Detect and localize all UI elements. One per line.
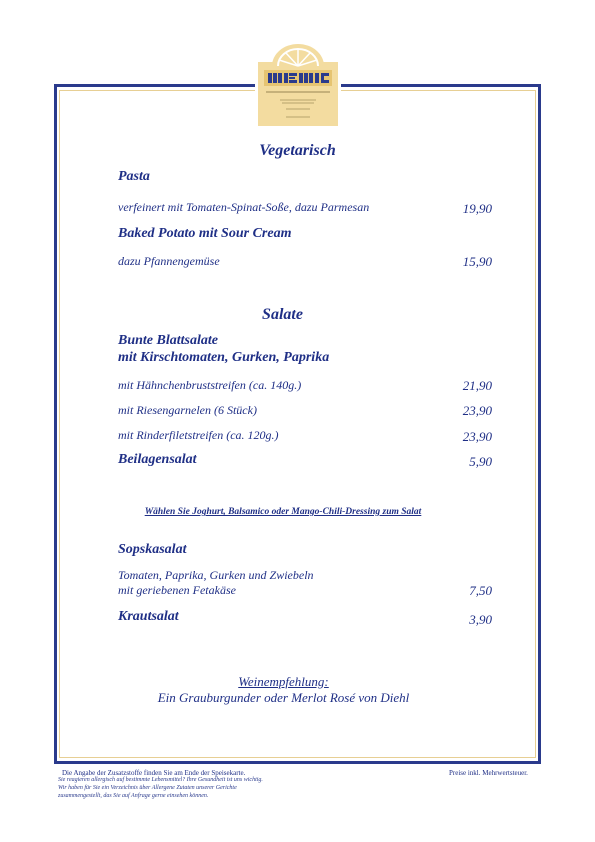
restaurant-logo <box>255 42 341 126</box>
salad-option-prawns-price: 23,90 <box>462 403 492 418</box>
item-name-krautsalat: Krautsalat <box>118 609 179 624</box>
item-desc-sopska-line1: Tomaten, Paprika, Gurken und Zwiebeln <box>118 568 314 582</box>
item-price-side-salad: 5,90 <box>469 454 492 469</box>
item-name-mixed-salad-line2: mit Kirschtomaten, Gurken, Paprika <box>118 350 330 365</box>
footer-allergy-line-2: Wir haben für Sie ein Verzeichnis über Allergene Zutaten unserer Gerichte <box>58 785 237 791</box>
item-price-pasta: 19,90 <box>462 201 492 216</box>
item-price-baked-potato: 15,90 <box>462 254 492 269</box>
section-title-vegetarian: Vegetarisch <box>259 142 336 159</box>
item-price-sopska: 7,50 <box>469 583 492 598</box>
footer-additives-note: Die Angabe der Zusatzstoffe finden Sie am Ende der Speisekarte. <box>62 769 246 777</box>
wine-recommendation: Ein Grauburgunder oder Merlot Rosé von Diehl <box>157 690 410 705</box>
wine-heading: Weinempfehlung: <box>238 674 329 689</box>
item-price-krautsalat: 3,90 <box>469 612 492 627</box>
salad-option-beef: mit Rinderfiletstreifen (ca. 120g.) <box>118 428 279 442</box>
footer-allergy-line-3: zusammengestellt, das Sie auf Anfrage gerne einsehen können. <box>58 793 209 799</box>
item-name-sopska: Sopskasalat <box>118 542 187 557</box>
section-title-salads: Salate <box>262 306 303 323</box>
item-desc-baked-potato: dazu Pfannengemüse <box>118 254 220 268</box>
item-desc-pasta: verfeinert mit Tomaten-Spinat-Soße, dazu Parmesan <box>118 200 370 214</box>
item-name-side-salad: Beilagensalat <box>118 452 197 467</box>
dressing-note: Wählen Sie Joghurt, Balsamico oder Mango-Chili-Dressing zum Salat <box>144 507 422 517</box>
footer-vat-note: Preise inkl. Mehrwertsteuer. <box>449 769 528 777</box>
logo-emblem <box>258 42 338 126</box>
footer-allergy-line-1: Sie reagieren allergisch auf bestimmte Lebensmittel? Ihre Gesundheit ist uns wichtig. <box>58 777 263 783</box>
item-name-mixed-salad-line1: Bunte Blattsalate <box>118 333 218 348</box>
item-desc-sopska-line2: mit geriebenen Fetakäse <box>118 583 236 597</box>
salad-option-beef-price: 23,90 <box>462 429 492 444</box>
item-name-pasta: Pasta <box>118 169 150 184</box>
item-name-baked-potato: Baked Potato mit Sour Cream <box>118 226 292 241</box>
salad-option-chicken: mit Hähnchenbruststreifen (ca. 140g.) <box>118 378 302 392</box>
salad-option-prawns: mit Riesengarnelen (6 Stück) <box>118 403 257 417</box>
salad-option-chicken-price: 21,90 <box>462 378 492 393</box>
menu-frame-inner <box>59 90 536 758</box>
